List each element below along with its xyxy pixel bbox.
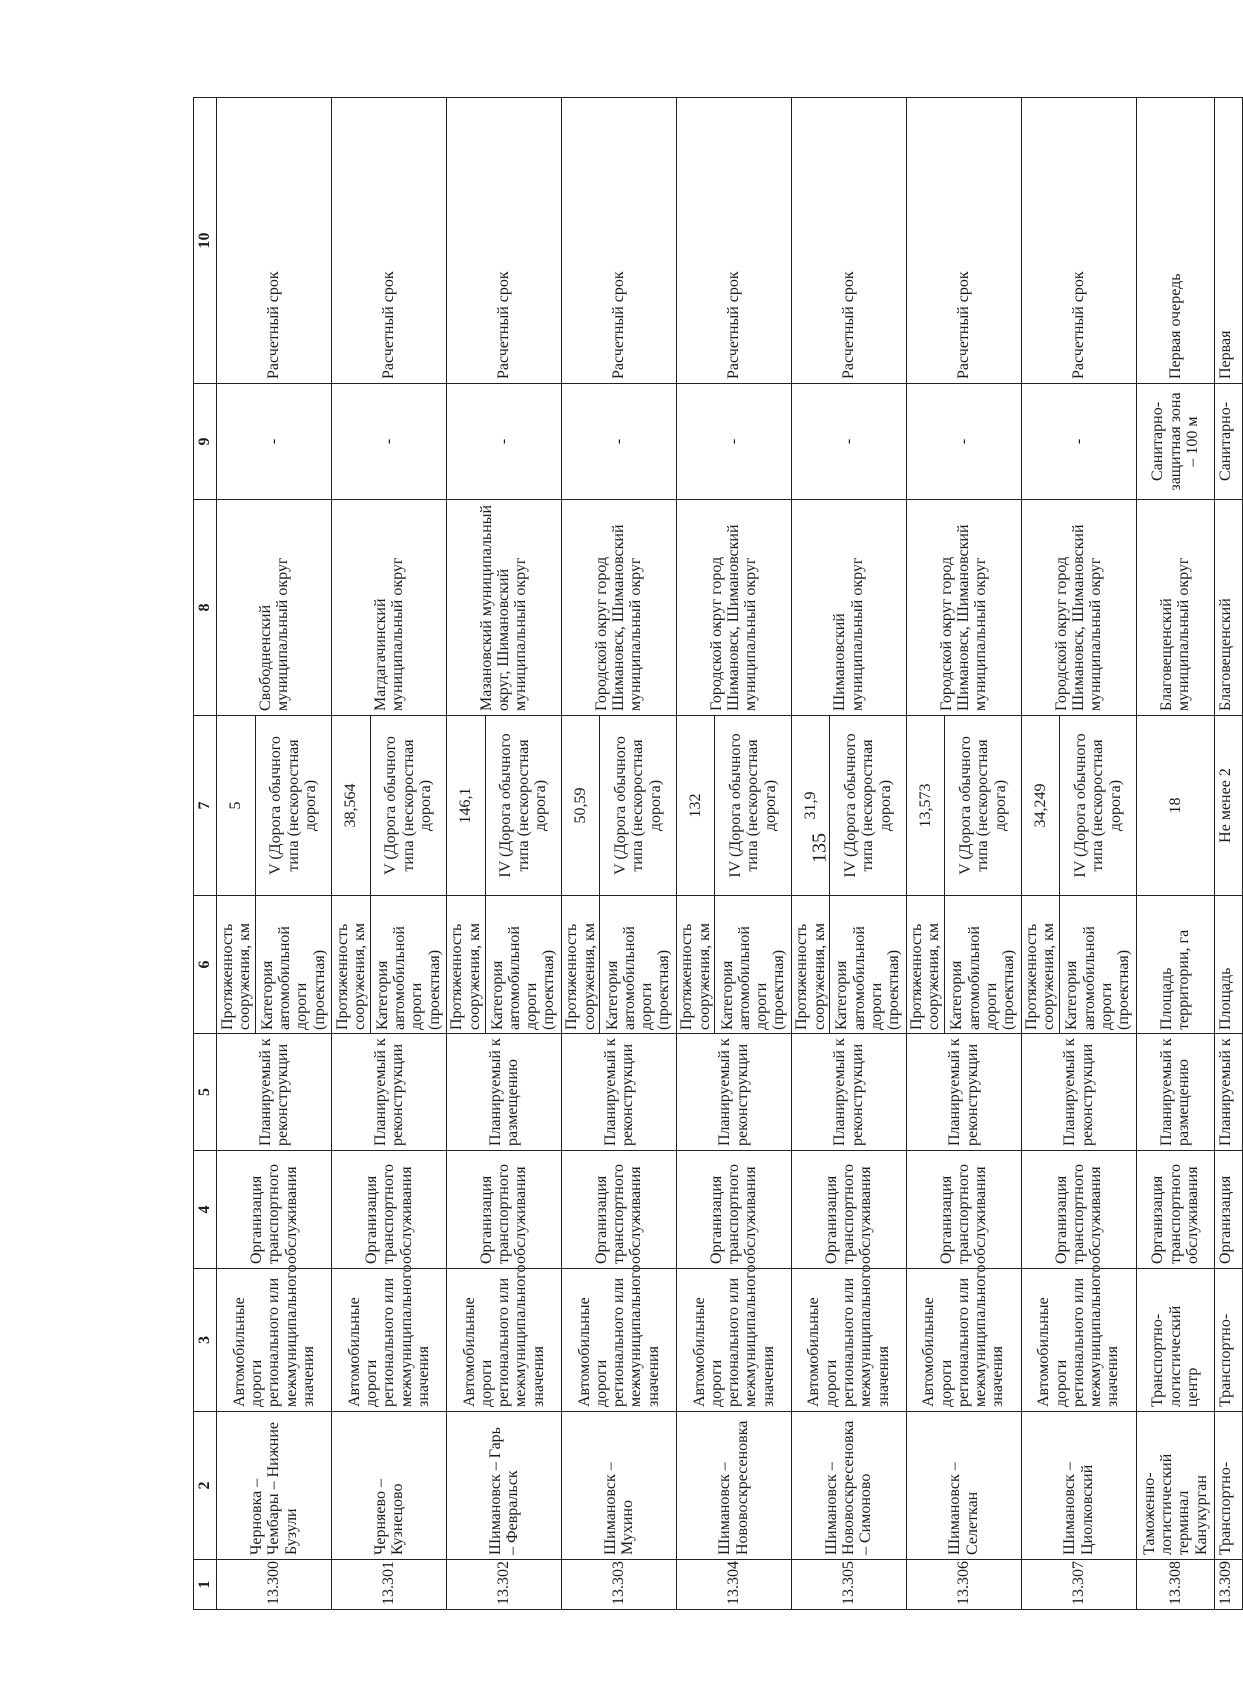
cell-attr-category-value: IV (Дорога обычного типа (нескоростная дорога) <box>715 716 791 896</box>
cell-status: Планируемый к реконструкции <box>676 1034 791 1151</box>
cell-purpose: Организация транспортного обслуживания <box>791 1151 906 1269</box>
cell-status: Планируемый к размещению <box>446 1034 561 1151</box>
cell-type: Транспортно- <box>1215 1269 1243 1412</box>
cell-status: Планируемый к реконструкции <box>331 1034 446 1151</box>
cell-type: Автомобильные дороги регионального или межмуниципального значения <box>676 1269 791 1412</box>
infrastructure-table <box>193 97 1243 1610</box>
cell-zone: Санитарно- <box>1215 384 1243 500</box>
col-header-4: 4 <box>194 1151 217 1269</box>
cell-attr-length-label: Протяженность сооружения, км <box>1021 896 1060 1034</box>
col-header-7: 7 <box>194 716 217 896</box>
cell-attr-length-label: Протяженность сооружения, км <box>446 896 485 1034</box>
cell-term: Расчетный срок <box>1021 98 1136 384</box>
cell-status: Планируемый к реконструкции <box>217 1034 332 1151</box>
cell-location: Городской округ город Шимановск, Шимановский муниципальный округ <box>1021 500 1136 716</box>
cell-attr-length-value: 50,59 <box>561 716 600 896</box>
cell-name: Шимановск – Мухино <box>561 1412 676 1560</box>
cell-status: Планируемый к <box>1215 1034 1243 1151</box>
cell-zone: - <box>446 384 561 500</box>
table-row-308 <box>1136 98 1215 1610</box>
cell-term: Первая очередь <box>1136 98 1215 384</box>
cell-purpose: Организация транспортного обслуживания <box>446 1151 561 1269</box>
cell-name: Шимановск – Нововоскресеновка <box>676 1412 791 1560</box>
cell-zone: - <box>676 384 791 500</box>
cell-purpose: Организация <box>1215 1151 1243 1269</box>
cell-zone: - <box>791 384 906 500</box>
cell-term: Расчетный срок <box>217 98 332 384</box>
cell-location: Городской округ город Шимановск, Шимановский муниципальный округ <box>676 500 791 716</box>
cell-purpose: Организация транспортного обслуживания <box>1021 1151 1136 1269</box>
table-row <box>1021 98 1060 1610</box>
cell-name: Таможенно-логистический терминал Канукурган <box>1136 1412 1215 1560</box>
cell-location: Городской округ город Шимановск, Шимановский муниципальный округ <box>561 500 676 716</box>
cell-attr-length-label: Протяженность сооружения, км <box>217 896 256 1034</box>
cell-attr-category-label: Категория автомобильной дороги (проектная) <box>485 896 561 1034</box>
cell-attr-length-label: Протяженность сооружения, км <box>906 896 945 1034</box>
cell-attr-category-label: Категория автомобильной дороги (проектная) <box>715 896 791 1034</box>
cell-num: 13.307 <box>1021 1560 1136 1610</box>
cell-status: Планируемый к реконструкции <box>1021 1034 1136 1151</box>
col-header-10: 10 <box>194 98 217 384</box>
cell-attr-length-label: Протяженность сооружения, км <box>561 896 600 1034</box>
table-row <box>906 98 945 1610</box>
cell-location: Благовещенский <box>1215 500 1243 716</box>
cell-attr-category-value: V (Дорога обычного типа (нескоростная дорога) <box>600 716 676 896</box>
cell-location: Свободненский муниципальный округ <box>217 500 332 716</box>
cell-attr-category-label: Категория автомобильной дороги (проектная) <box>1060 896 1136 1034</box>
cell-location: Городской округ город Шимановск, Шимановский муниципальный округ <box>906 500 1021 716</box>
cell-status: Планируемый к размещению <box>1136 1034 1215 1151</box>
cell-purpose: Организация транспортного обслуживания <box>1136 1151 1215 1269</box>
cell-purpose: Организация транспортного обслуживания <box>676 1151 791 1269</box>
cell-location: Шимановский муниципальный округ <box>791 500 906 716</box>
cell-attr-category-label: Категория автомобильной дороги (проектная) <box>370 896 446 1034</box>
col-header-3: 3 <box>194 1269 217 1412</box>
table-row <box>676 98 715 1610</box>
cell-num: 13.303 <box>561 1560 676 1610</box>
cell-attr-length-value: 13,573 <box>906 716 945 896</box>
cell-location: Магдагачинский муниципальный округ <box>331 500 446 716</box>
table-row <box>446 98 485 1610</box>
cell-term: Расчетный срок <box>906 98 1021 384</box>
cell-num: 13.305 <box>791 1560 906 1610</box>
cell-purpose: Организация транспортного обслуживания <box>217 1151 332 1269</box>
cell-attr-value: Не менее 2 <box>1215 716 1243 896</box>
cell-name: Шимановск – Гарь – Февральск <box>446 1412 561 1560</box>
cell-attr-length-value: 5 <box>217 716 256 896</box>
cell-name: Транспортно- <box>1215 1412 1243 1560</box>
header-row <box>194 98 217 1610</box>
rotated-table-container <box>193 98 1243 1610</box>
cell-num: 13.304 <box>676 1560 791 1610</box>
cell-term: Расчетный срок <box>446 98 561 384</box>
table-row <box>331 98 370 1610</box>
cell-type: Автомобильные дороги регионального или межмуниципального значения <box>561 1269 676 1412</box>
cell-name: Шимановск – Циолковский <box>1021 1412 1136 1560</box>
cell-term: Первая <box>1215 98 1243 384</box>
col-header-9: 9 <box>194 384 217 500</box>
cell-term: Расчетный срок <box>331 98 446 384</box>
cell-attr-length-value: 132 <box>676 716 715 896</box>
cell-num: 13.301 <box>331 1560 446 1610</box>
cell-purpose: Организация транспортного обслуживания <box>331 1151 446 1269</box>
table-row-309 <box>1215 98 1243 1610</box>
table-row <box>217 98 256 1610</box>
cell-zone: - <box>906 384 1021 500</box>
col-header-1: 1 <box>194 1560 217 1610</box>
cell-num: 13.300 <box>217 1560 332 1610</box>
cell-location: Благовещенский муниципальный округ <box>1136 500 1215 716</box>
cell-attr-category-value: V (Дорога обычного типа (нескоростная дорога) <box>945 716 1021 896</box>
page-number: 135 <box>808 833 831 863</box>
cell-name: Шимановск – Селеткан <box>906 1412 1021 1560</box>
cell-attr-category-value: V (Дорога обычного типа (нескоростная дорога) <box>370 716 446 896</box>
cell-zone: Санитарно-защитная зона – 100 м <box>1136 384 1215 500</box>
cell-attr-label: Площадь <box>1215 896 1243 1034</box>
cell-purpose: Организация транспортного обслуживания <box>561 1151 676 1269</box>
cell-num: 13.302 <box>446 1560 561 1610</box>
cell-name: Черняево – Кузнецово <box>331 1412 446 1560</box>
cell-location: Мазановский муниципальный округ, Шимановский муниципальный округ <box>446 500 561 716</box>
cell-term: Расчетный срок <box>676 98 791 384</box>
table-row <box>561 98 600 1610</box>
col-header-2: 2 <box>194 1412 217 1560</box>
col-header-6: 6 <box>194 896 217 1034</box>
cell-attr-length-value: 38,564 <box>331 716 370 896</box>
cell-attr-category-label: Категория автомобильной дороги (проектная) <box>945 896 1021 1034</box>
cell-zone: - <box>331 384 446 500</box>
cell-attr-category-label: Категория автомобильной дороги (проектная) <box>255 896 331 1034</box>
cell-attr-length-label: Протяженность сооружения, км <box>791 896 830 1034</box>
cell-zone: - <box>1021 384 1136 500</box>
cell-type: Транспортно-логистический центр <box>1136 1269 1215 1412</box>
cell-attr-length-value: 146,1 <box>446 716 485 896</box>
cell-zone: - <box>217 384 332 500</box>
cell-attr-length-label: Протяженность сооружения, км <box>676 896 715 1034</box>
cell-zone: - <box>561 384 676 500</box>
cell-attr-category-value: IV (Дорога обычного типа (нескоростная дорога) <box>830 716 906 896</box>
cell-term: Расчетный срок <box>791 98 906 384</box>
cell-status: Планируемый к реконструкции <box>906 1034 1021 1151</box>
col-header-8: 8 <box>194 500 217 716</box>
cell-name: Черновка – Чембары – Нижние Бузули <box>217 1412 332 1560</box>
cell-attr-length-value: 34,249 <box>1021 716 1060 896</box>
cell-num: 13.306 <box>906 1560 1021 1610</box>
cell-type: Автомобильные дороги регионального или межмуниципального значения <box>1021 1269 1136 1412</box>
table-row <box>791 98 830 1610</box>
cell-attr-category-label: Категория автомобильной дороги (проектная) <box>830 896 906 1034</box>
cell-attr-label: Площадь территории, га <box>1136 896 1215 1034</box>
cell-type: Автомобильные дороги регионального или межмуниципального значения <box>791 1269 906 1412</box>
cell-num: 13.309 <box>1215 1560 1243 1610</box>
cell-type: Автомобильные дороги регионального или межмуниципального значения <box>906 1269 1021 1412</box>
cell-type: Автомобильные дороги регионального или межмуниципального значения <box>331 1269 446 1412</box>
cell-purpose: Организация транспортного обслуживания <box>906 1151 1021 1269</box>
cell-attr-category-label: Категория автомобильной дороги (проектная) <box>600 896 676 1034</box>
cell-attr-value: 18 <box>1136 716 1215 896</box>
cell-type: Автомобильные дороги регионального или межмуниципального значения <box>446 1269 561 1412</box>
cell-attr-length-label: Протяженность сооружения, км <box>331 896 370 1034</box>
cell-num: 13.308 <box>1136 1560 1215 1610</box>
cell-attr-category-value: V (Дорога обычного типа (нескоростная дорога) <box>255 716 331 896</box>
cell-attr-category-value: IV (Дорога обычного типа (нескоростная дорога) <box>1060 716 1136 896</box>
table-body <box>217 98 1243 1610</box>
col-header-5: 5 <box>194 1034 217 1151</box>
cell-term: Расчетный срок <box>561 98 676 384</box>
cell-attr-length-value: 31,9 <box>791 716 830 896</box>
cell-attr-category-value: IV (Дорога обычного типа (нескоростная дорога) <box>485 716 561 896</box>
cell-name: Шимановск – Нововоскресеновка – Симоново <box>791 1412 906 1560</box>
cell-status: Планируемый к реконструкции <box>561 1034 676 1151</box>
cell-status: Планируемый к реконструкции <box>791 1034 906 1151</box>
cell-type: Автомобильные дороги регионального или межмуниципального значения <box>217 1269 332 1412</box>
